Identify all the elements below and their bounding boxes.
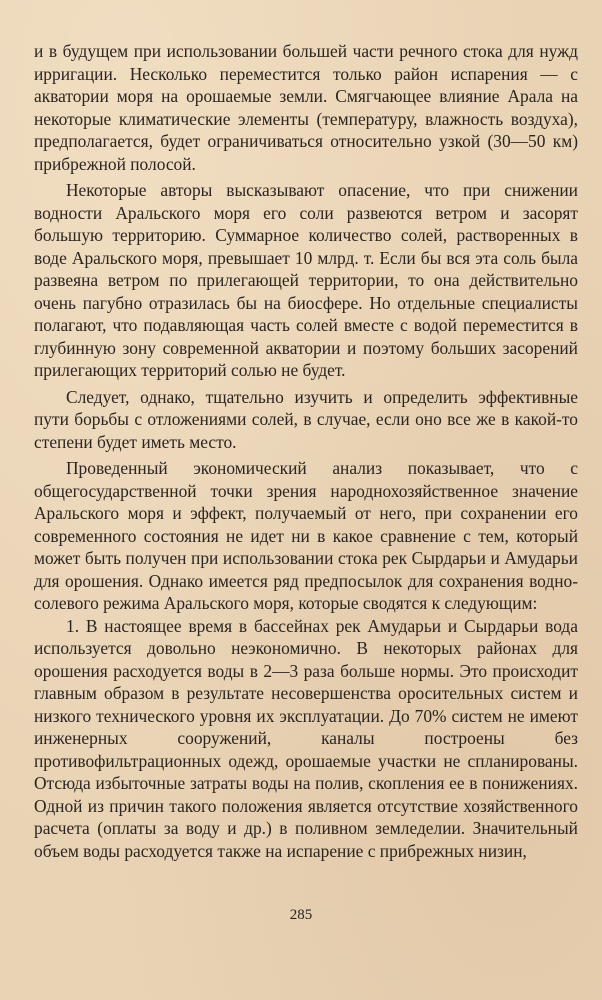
page-text-block [34,40,578,862]
paragraph-salt-study: Следует, однако, тщательно изучить и определить эффективные пути борьбы с отложениями солей, в случае, если оно все же в какой-то степени будет иметь место. [34,386,578,452]
paragraph-salt-dispersal: Некоторые авторы высказывают опасение, что при снижении водности Аральского моря его соли развеются ветром и засорят большую территорию. Суммарное количество солей, растворенных в воде Аральского моря, превышает 10 млрд. т. Если бы вся эта соль была развеяна ветром по прилегающей территории, то она действительно очень пагубно отразилась бы на биосфере. Но отдельные специалисты полагают, что подавляющая часть солей вместе с водой переместится в глубинную зону современной акватории и поэтому больших засорений прилегающих территорий солью не будет. [34,180,578,380]
paragraph-economic-analysis: Проведенный экономический анализ показывает, что с общегосударственной точки зрения народнохозяйственное значение Аральского моря и эффект, получаемый от него, при сохранении его современного состояния не идет ни в какое сравнение с тем, который может быть получен при использовании стока рек Сырдарьи и Амударьи для орошения. Однако имеется ряд предпосылок для сохранения водно-солевого режима Аральского моря, которые сводятся к следующим: [34,458,578,613]
paragraph-continuation: и в будущем при использовании большей части речного стока для нужд ирригации. Несколько переместится только район испарения — с акватории моря на орошаемые земли. Смягчающее влияние Арала на некоторые климатические элементы (температуру, влажность воздуха), предполагается, будет ограничиваться относительно узкой (30—50 км) прибрежной полосой. [34,41,578,174]
page-number: 285 [289,907,313,923]
paragraph-item-1: 1. В настоящее время в бассейнах рек Амударьи и Сырдарьи вода используется довольно неэкономично. В некоторых районах для орошения расходуется воды в 2—3 раза больше нормы. Это происходит главным образом в результате несовершенства оросительных систем и низкого технического уровня их эксплуатации. До 70% систем не имеют инженерных сооружений, каналы построены без противофильтрационных одежд, орошаемые участки не спланированы. Отсюда избыточные затраты воды на полив, скопления ее в понижениях. Одной из причин такого положения является отсутствие хозяйственного расчета (оплаты за воду и др.) в поливном земледелии. Значительный объем воды расходуется также на испарение с прибрежных низин, [34,615,578,861]
